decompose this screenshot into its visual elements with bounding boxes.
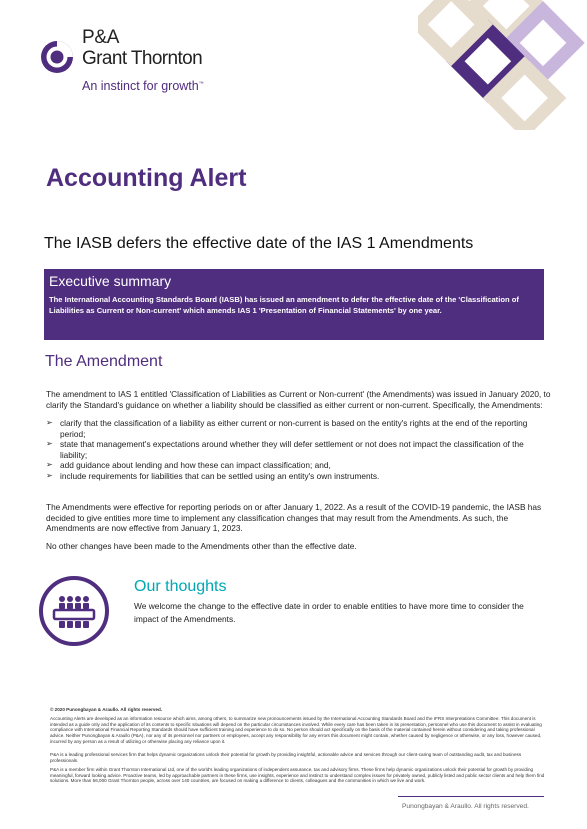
no-other-changes-paragraph: No other changes have been made to the Amendments other than the effective date. xyxy=(46,541,357,551)
arrow-bullet-icon: ➢ xyxy=(46,439,53,448)
arrow-bullet-icon: ➢ xyxy=(46,418,53,427)
decorative-diamond-pattern xyxy=(418,0,587,130)
page-title: Accounting Alert xyxy=(46,164,247,192)
list-item: ➢ state that management's expectations around whether they will defer settlement or not does not impact the classification of the liability; xyxy=(46,439,524,460)
executive-summary-text: The International Accounting Standards Board (IASB) has issued an amendment to defer the effective date of the 'Classification of Liabilities as Current or Non-current' which amends IAS 1 'Presentation of Financial Statements' by one year. xyxy=(49,295,519,315)
document-subtitle: The IASB defers the effective date of the IAS 1 Amendments xyxy=(44,235,474,252)
footer-divider xyxy=(398,796,544,797)
amendment-heading: The Amendment xyxy=(45,353,163,370)
footer-rights-note: Punongbayan & Araullo. All rights reserved. xyxy=(402,803,529,810)
meeting-table-icon xyxy=(38,575,110,647)
executive-summary-box xyxy=(44,269,544,340)
executive-summary-heading: Executive summary xyxy=(49,273,172,289)
brand-name-line2: Grant Thornton xyxy=(82,48,203,69)
copyright-notice: © 2020 Punongbayan & Araullo. All rights reserved. xyxy=(50,707,163,712)
arrow-bullet-icon: ➢ xyxy=(46,460,53,469)
amendment-intro-paragraph: The amendment to IAS 1 entitled 'Classification of Liabilities as Current or Non-current' (the Amendments) was issued in January 2020, to clarify the Standard's guidance on whether a liability should be classified as either current or non-current. Specifically, the Amendments: xyxy=(46,389,551,410)
list-item: ➢ clarify that the classification of a liability as either current or non-current is based on the entity's rights at the end of the reporting period; xyxy=(46,418,528,439)
list-item: ➢ add guidance about lending and how these can impact classification; and, xyxy=(46,460,331,470)
effective-date-paragraph: The Amendments were effective for reporting periods on or after January 1, 2022. As a result of the COVID-19 pandemic, the IASB has decided to give entities more time to implement any classification changes that may result from the Amendments. As such, the Amendments are now effective from January 1, 2023. xyxy=(46,502,542,533)
firm-description-text: P&A is a leading professional services firm that helps dynamic organizations unlock their potential for growth by providing insightful, actionable advice and services through our client-caring team of outstanding audit, tax and business professionals. xyxy=(50,752,522,763)
member-firm-text: P&A is a member firm within Grant Thornton International Ltd, one of the world's leading organizations of independent assurance, tax and advisory firms. These firms help dynamic organizations unlock their potential for growth by providing meaningful, forward looking advice. Proactive teams, led by approachable partners in these firms, use insights, experience and instinct to understand complex issues for privately owned, publicly listed and public sector clients and help them find solutions. More than 56,000 Grant Thornton people, across over 140 countries, are focused on making a difference to clients, colleagues and the communities in which we live and work. xyxy=(50,767,545,784)
our-thoughts-heading: Our thoughts xyxy=(134,578,227,595)
brand-name-line1: P&A xyxy=(82,27,120,48)
our-thoughts-text: We welcome the change to the effective date in order to enable entities to have more time to consider the impact of the Amendments. xyxy=(134,601,524,624)
list-item: ➢ include requirements for liabilities that can be settled using an entity's own instruments. xyxy=(46,470,380,481)
brand-tagline: An instinct for growth™ xyxy=(82,79,204,93)
disclaimer-text: Accounting Alerts are developed as an information resource which aims, among others, to summarize new pronouncements issued by the International Accounting Standards Board and the IFRS Interpretations Committee. This document is intended as a guide only and the application of its contents to specific situations will depend on the particular circumstances involved. While every care has been taken in its presentation, personnel who use this document to assist in evaluating compliance with International Financial Reporting Standards should have sufficient training and experience to do so. No person should act specifically on the basis of the material contained herein without considering and taking professional advice. Neither Punongbayan & Araullo (P&A), nor any of its personnel nor partners or employees, accept any responsibility for any errors this document might contain, whether caused by negligence or otherwise, or any loss, however caused, incurred by any person as a result of utilizing or otherwise placing any reliance upon it. xyxy=(50,716,542,744)
grant-thornton-logo-mark-icon xyxy=(40,40,74,74)
arrow-bullet-icon: ➢ xyxy=(46,470,53,480)
amendment-bullet-list xyxy=(46,418,551,481)
